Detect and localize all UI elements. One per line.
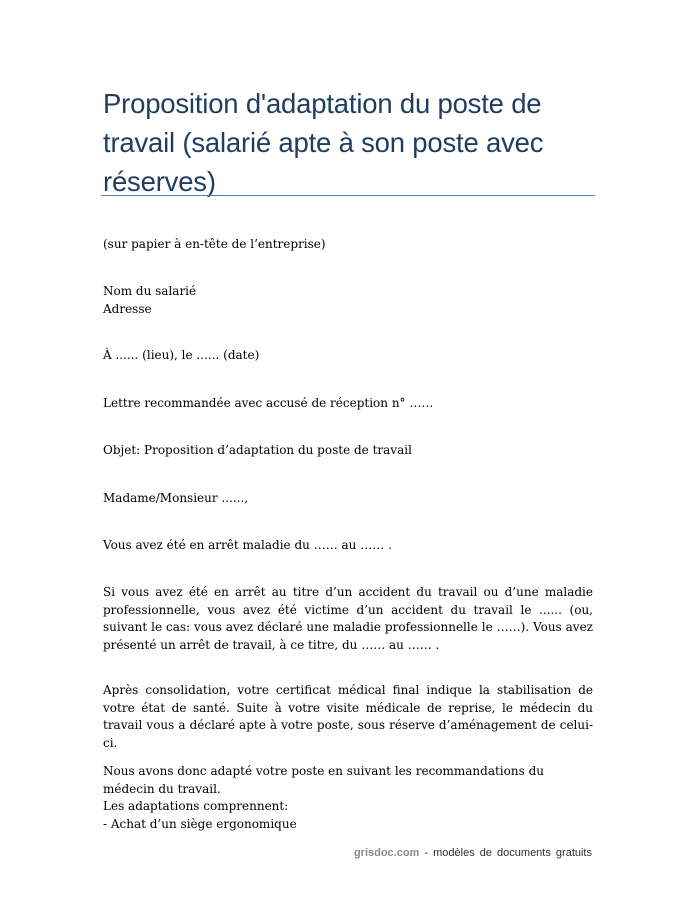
- recipient-address: Adresse: [103, 301, 152, 316]
- place-date: À ...... (lieu), le ...... (date): [103, 348, 260, 362]
- salutation: Madame/Monsieur ......,: [103, 491, 249, 505]
- letterhead-note: (sur papier à en-tête de l’entreprise): [103, 237, 326, 251]
- adaptations-lead: Les adaptations comprennent:: [103, 799, 289, 813]
- footer-brand-link[interactable]: grisdoc.com: [353, 847, 420, 859]
- paragraph-work-accident: Si vous avez été en arrêt au titre d’un accident du travail ou d’une maladie professionnelle, vous avez été victime d’un accident du travail le ...... (ou, suivant le cas: vous avez déclaré une maladie professionnelle le ……). Vous avez présenté un arrêt de travail, à ce titre, du …… au …… .: [103, 585, 593, 652]
- footer-tagline: - modèles de documents gratuits: [424, 847, 592, 859]
- registered-mail-line: Lettre recommandée avec accusé de réception n° ……: [103, 396, 434, 410]
- adaptations-block: [103, 763, 593, 833]
- recipient-name: Nom du salarié: [103, 284, 197, 298]
- recipient-block: [103, 283, 593, 318]
- paragraph-consolidation: Après consolidation, votre certificat médical final indique la stabilisation de votre état de santé. Suite à votre visite médicale de reprise, le médecin du travail vous a déclaré apte à votre poste, sous réserve d’aménagement de celui-ci.: [103, 683, 593, 750]
- adaptations-intro: Nous avons donc adapté votre poste en suivant les recommandations du médecin du travail.: [103, 764, 544, 796]
- page-footer: [354, 847, 592, 859]
- subject-line: Objet: Proposition d’adaptation du poste de travail: [103, 443, 412, 457]
- paragraph-sick-leave: Vous avez été en arrêt maladie du …… au …… .: [103, 538, 392, 552]
- title-divider: [101, 195, 595, 196]
- document-title: Proposition d'adaptation du poste de travail (salarié apte à son poste avec réserves): [103, 88, 544, 197]
- adaptation-item: - Achat d’un siège ergonomique: [103, 816, 297, 831]
